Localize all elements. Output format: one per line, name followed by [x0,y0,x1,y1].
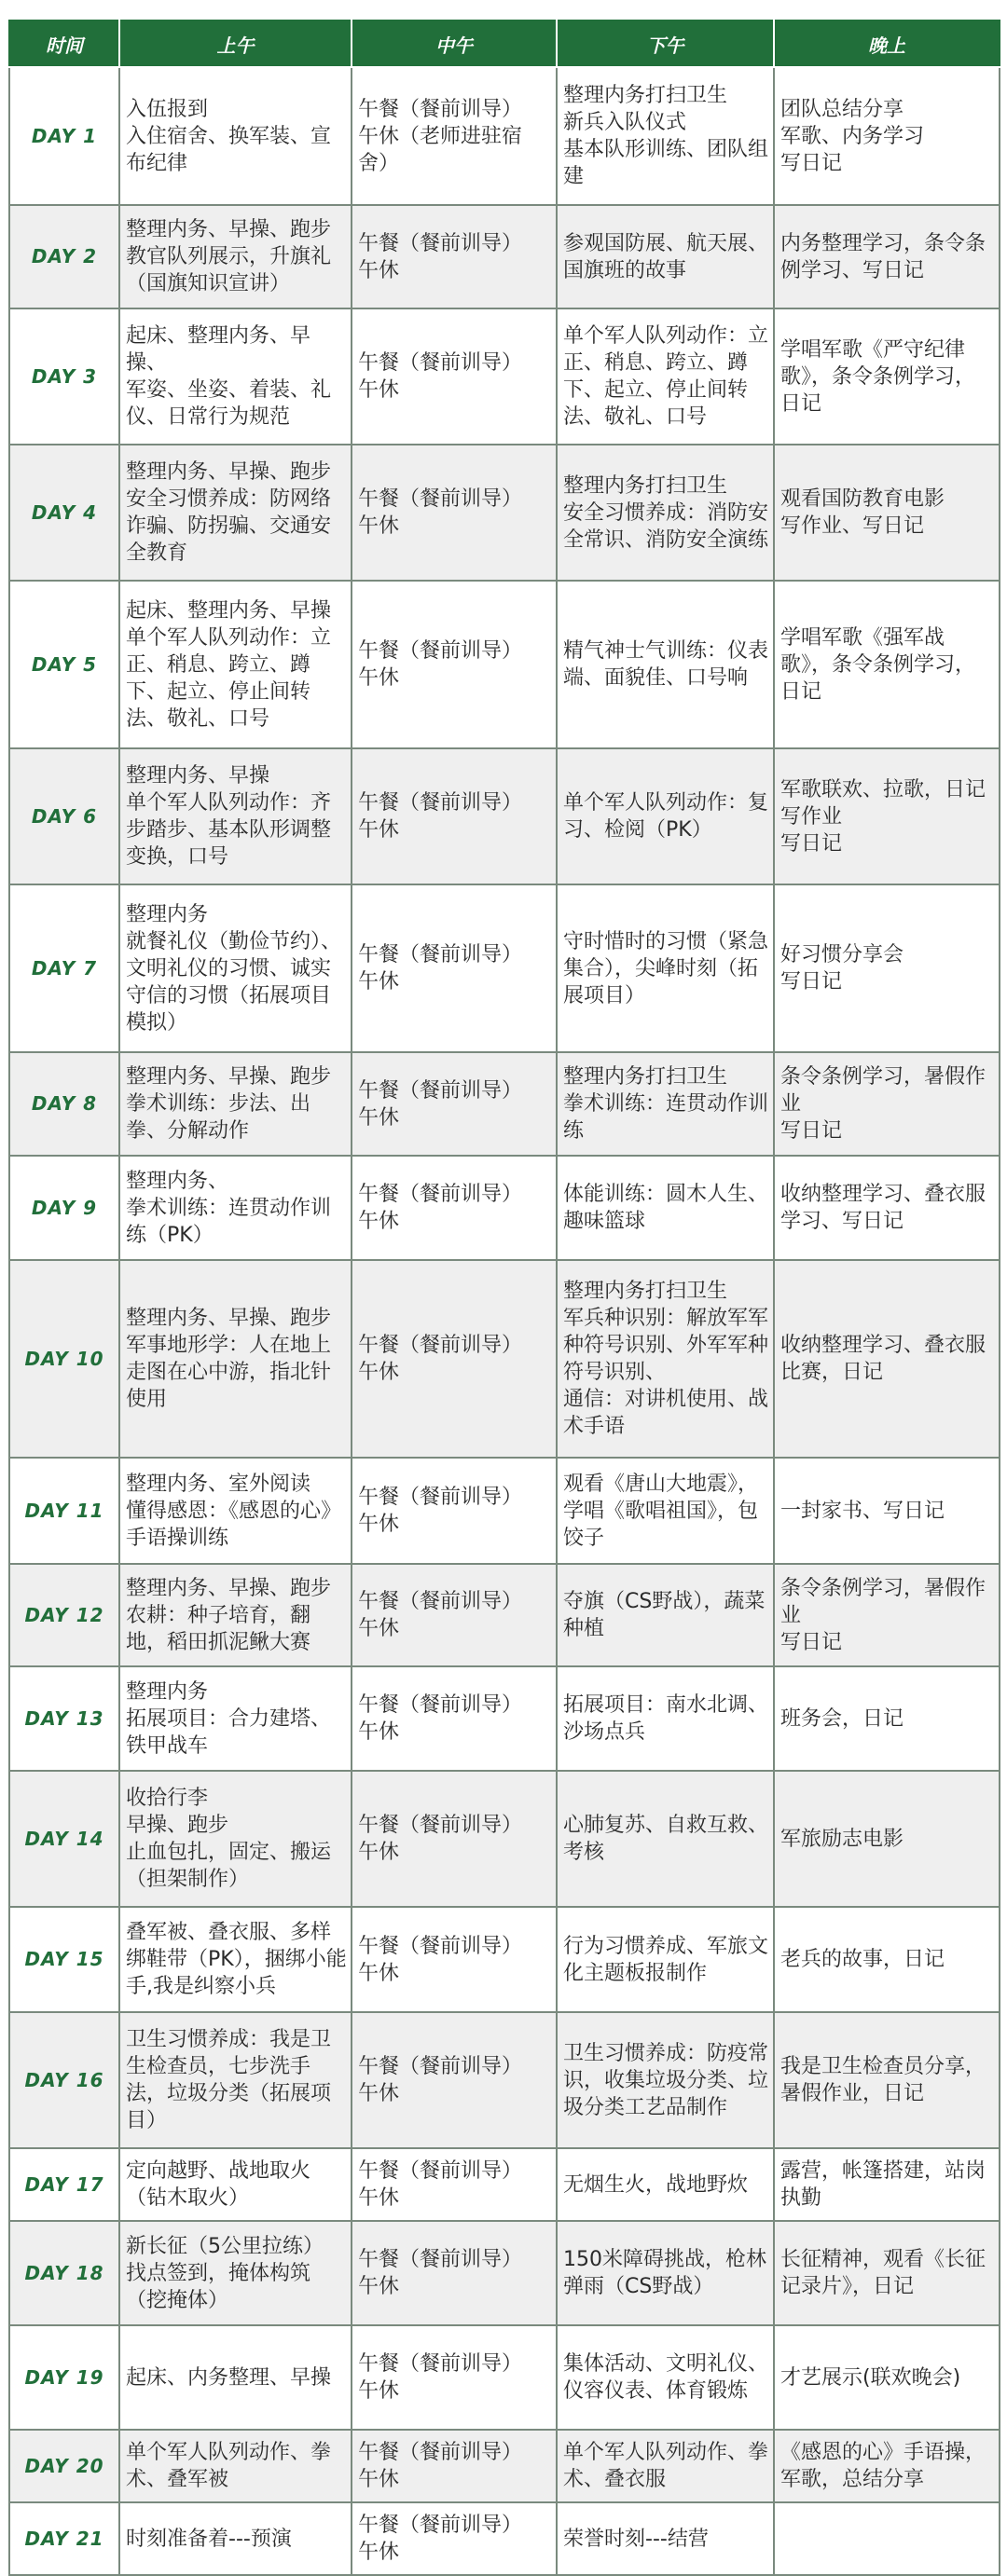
evening-cell: 军旅励志电影 [774,1771,1000,1907]
afternoon-cell: 荣誉时刻---结营 [557,2502,774,2575]
morning-cell: 整理内务、早操 单个军人队列动作：齐步踏步、基本队形调整变换，口号 [119,748,352,884]
morning-cell: 整理内务、早操、跑步 拳术训练：步法、出拳、分解动作 [119,1052,352,1156]
evening-cell: 学唱军歌《强军战歌》，条令条例学习，日记 [774,581,1000,748]
noon-cell: 午餐（餐前训导） 午休 [352,2430,557,2502]
day-label: DAY 13 [9,1666,119,1771]
table-row [9,1156,1000,1260]
evening-cell: 长征精神，观看《长征记录片》，日记 [774,2221,1000,2325]
evening-cell: 才艺展示(联欢晚会) [774,2325,1000,2430]
day-label: DAY 17 [9,2148,119,2221]
evening-cell: 学唱军歌《严守纪律歌》，条令条例学习，日记 [774,308,1000,445]
noon-cell: 午餐（餐前训导） 午休 [352,1771,557,1907]
morning-cell: 整理内务 拓展项目：合力建塔、铁甲战车 [119,1666,352,1771]
day-label: DAY 3 [9,308,119,445]
day-label: DAY 2 [9,205,119,308]
day-label: DAY 12 [9,1564,119,1666]
noon-cell: 午餐（餐前训导） 午休 [352,205,557,308]
table-row [9,884,1000,1052]
table-row [9,67,1000,205]
afternoon-cell: 单个军人队列动作：立正、稍息、跨立、蹲下、起立、停止间转法、敬礼、口号 [557,308,774,445]
table-row [9,2502,1000,2575]
noon-cell: 午餐（餐前训导） 午休 [352,1156,557,1260]
table-row [9,1907,1000,2012]
header-row [9,21,1000,67]
header-time: 时间 [9,21,119,67]
day-label: DAY 21 [9,2502,119,2575]
morning-cell: 整理内务、早操、跑步 农耕：种子培育，翻地，稻田抓泥鳅大赛 [119,1564,352,1666]
morning-cell: 叠军被、叠衣服、多样绑鞋带（PK），捆绑小能手,我是纠察小兵 [119,1907,352,2012]
evening-cell: 内务整理学习，条令条例学习、写日记 [774,205,1000,308]
morning-cell: 新长征（5公里拉练） 找点签到，掩体构筑（挖掩体） [119,2221,352,2325]
table-row [9,445,1000,581]
morning-cell: 整理内务、早操、跑步 军事地形学：人在地上走图在心中游，指北针使用 [119,1260,352,1458]
morning-cell: 起床、整理内务、早操 单个军人队列动作：立正、稍息、跨立、蹲下、起立、停止间转法、敬礼、口号 [119,581,352,748]
day-label: DAY 10 [9,1260,119,1458]
morning-cell: 入伍报到 入住宿舍、换军装、宣布纪律 [119,67,352,205]
morning-cell: 整理内务、室外阅读 懂得感恩：《感恩的心》手语操训练 [119,1458,352,1564]
morning-cell: 定向越野、战地取火（钻木取火） [119,2148,352,2221]
noon-cell: 午餐（餐前训导） 午休 [352,2148,557,2221]
table-row [9,1260,1000,1458]
day-label: DAY 9 [9,1156,119,1260]
afternoon-cell: 守时惜时的习惯（紧急集合），尖峰时刻（拓展项目） [557,884,774,1052]
morning-cell: 卫生习惯养成：我是卫生检查员，七步洗手法，垃圾分类（拓展项目） [119,2012,352,2148]
table-row [9,308,1000,445]
afternoon-cell: 整理内务打扫卫生 拳术训练：连贯动作训练 [557,1052,774,1156]
table-row [9,748,1000,884]
evening-cell: 老兵的故事，日记 [774,1907,1000,2012]
afternoon-cell: 行为习惯养成、军旅文化主题板报制作 [557,1907,774,2012]
morning-cell: 时刻准备着---预演 [119,2502,352,2575]
afternoon-cell: 无烟生火，战地野炊 [557,2148,774,2221]
noon-cell: 午餐（餐前训导） 午休 [352,445,557,581]
noon-cell: 午餐（餐前训导） 午休 [352,748,557,884]
evening-cell: 收纳整理学习、叠衣服学习、写日记 [774,1156,1000,1260]
evening-cell: 军歌联欢、拉歌，日记 写作业 写日记 [774,748,1000,884]
day-label: DAY 19 [9,2325,119,2430]
morning-cell: 整理内务、早操、跑步 教官队列展示，升旗礼（国旗知识宣讲） [119,205,352,308]
noon-cell: 午餐（餐前训导） 午休（老师进驻宿舍） [352,67,557,205]
noon-cell: 午餐（餐前训导） 午休 [352,884,557,1052]
noon-cell: 午餐（餐前训导） 午休 [352,2221,557,2325]
day-label: DAY 16 [9,2012,119,2148]
header-morning: 上午 [119,21,352,67]
day-label: DAY 20 [9,2430,119,2502]
table-row [9,1666,1000,1771]
header-noon: 中午 [352,21,557,67]
morning-cell: 单个军人队列动作、拳术、叠军被 [119,2430,352,2502]
afternoon-cell: 拓展项目：南水北调、沙场点兵 [557,1666,774,1771]
evening-cell: 条令条例学习，暑假作业 写日记 [774,1564,1000,1666]
morning-cell: 整理内务、 拳术训练：连贯动作训练（PK） [119,1156,352,1260]
evening-cell: 收纳整理学习、叠衣服比赛，日记 [774,1260,1000,1458]
morning-cell: 整理内务、早操、跑步 安全习惯养成：防网络诈骗、防拐骗、交通安全教育 [119,445,352,581]
noon-cell: 午餐（餐前训导） 午休 [352,1907,557,2012]
afternoon-cell: 150米障碍挑战，枪林弹雨（CS野战） [557,2221,774,2325]
table-row [9,2148,1000,2221]
table-row [9,1052,1000,1156]
day-label: DAY 7 [9,884,119,1052]
table-row [9,1771,1000,1907]
noon-cell: 午餐（餐前训导） 午休 [352,581,557,748]
afternoon-cell: 体能训练：圆木人生、趣味篮球 [557,1156,774,1260]
afternoon-cell: 夺旗（CS野战），蔬菜种植 [557,1564,774,1666]
noon-cell: 午餐（餐前训导） 午休 [352,2012,557,2148]
morning-cell: 起床、整理内务、早操、 军姿、坐姿、着装、礼仪、日常行为规范 [119,308,352,445]
afternoon-cell: 精气神士气训练：仪表端、面貌佳、口号响 [557,581,774,748]
evening-cell [774,2502,1000,2575]
noon-cell: 午餐（餐前训导） 午休 [352,1260,557,1458]
day-label: DAY 4 [9,445,119,581]
day-label: DAY 5 [9,581,119,748]
day-label: DAY 15 [9,1907,119,2012]
day-label: DAY 14 [9,1771,119,1907]
table-row [9,2430,1000,2502]
noon-cell: 午餐（餐前训导） 午休 [352,1458,557,1564]
day-label: DAY 6 [9,748,119,884]
afternoon-cell: 整理内务打扫卫生 军兵种识别：解放军军种符号识别、外军军种符号识别、 通信：对讲机使用、战术手语 [557,1260,774,1458]
noon-cell: 午餐（餐前训导） 午休 [352,1564,557,1666]
afternoon-cell: 单个军人队列动作、拳术、叠衣服 [557,2430,774,2502]
evening-cell: 条令条例学习，暑假作业 写日记 [774,1052,1000,1156]
noon-cell: 午餐（餐前训导） 午休 [352,308,557,445]
noon-cell: 午餐（餐前训导） 午休 [352,1666,557,1771]
evening-cell: 《感恩的心》手语操，军歌，总结分享 [774,2430,1000,2502]
table-row [9,2325,1000,2430]
evening-cell: 露营，帐篷搭建，站岗执勤 [774,2148,1000,2221]
evening-cell: 观看国防教育电影 写作业、写日记 [774,445,1000,581]
table-row [9,1564,1000,1666]
evening-cell: 好习惯分享会 写日记 [774,884,1000,1052]
afternoon-cell: 心肺复苏、自救互救、考核 [557,1771,774,1907]
afternoon-cell: 整理内务打扫卫生 安全习惯养成：消防安全常识、消防安全演练 [557,445,774,581]
afternoon-cell: 整理内务打扫卫生 新兵入队仪式 基本队形训练、团队组建 [557,67,774,205]
table-row [9,2221,1000,2325]
schedule-sheet [8,20,999,2576]
afternoon-cell: 观看《唐山大地震》，学唱《歌唱祖国》，包饺子 [557,1458,774,1564]
noon-cell: 午餐（餐前训导） 午休 [352,1052,557,1156]
morning-cell: 起床、内务整理、早操 [119,2325,352,2430]
table-row [9,2012,1000,2148]
schedule-table [8,20,1000,2576]
afternoon-cell: 参观国防展、航天展、国旗班的故事 [557,205,774,308]
day-label: DAY 11 [9,1458,119,1564]
evening-cell: 班务会，日记 [774,1666,1000,1771]
header-evening: 晚上 [774,21,1000,67]
evening-cell: 团队总结分享 军歌、内务学习 写日记 [774,67,1000,205]
afternoon-cell: 集体活动、文明礼仪、仪容仪表、体育锻炼 [557,2325,774,2430]
header-afternoon: 下午 [557,21,774,67]
day-label: DAY 8 [9,1052,119,1156]
noon-cell: 午餐（餐前训导） 午休 [352,2325,557,2430]
table-row [9,581,1000,748]
evening-cell: 我是卫生检查员分享，暑假作业，日记 [774,2012,1000,2148]
day-label: DAY 18 [9,2221,119,2325]
afternoon-cell: 单个军人队列动作：复习、检阅（PK） [557,748,774,884]
morning-cell: 整理内务 就餐礼仪（勤俭节约）、文明礼仪的习惯、诚实守信的习惯（拓展项目模拟） [119,884,352,1052]
morning-cell: 收拾行李 早操、跑步 止血包扎，固定、搬运（担架制作） [119,1771,352,1907]
table-row [9,205,1000,308]
noon-cell: 午餐（餐前训导） 午休 [352,2502,557,2575]
day-label: DAY 1 [9,67,119,205]
table-row [9,1458,1000,1564]
afternoon-cell: 卫生习惯养成：防疫常识，收集垃圾分类、垃圾分类工艺品制作 [557,2012,774,2148]
evening-cell: 一封家书、写日记 [774,1458,1000,1564]
